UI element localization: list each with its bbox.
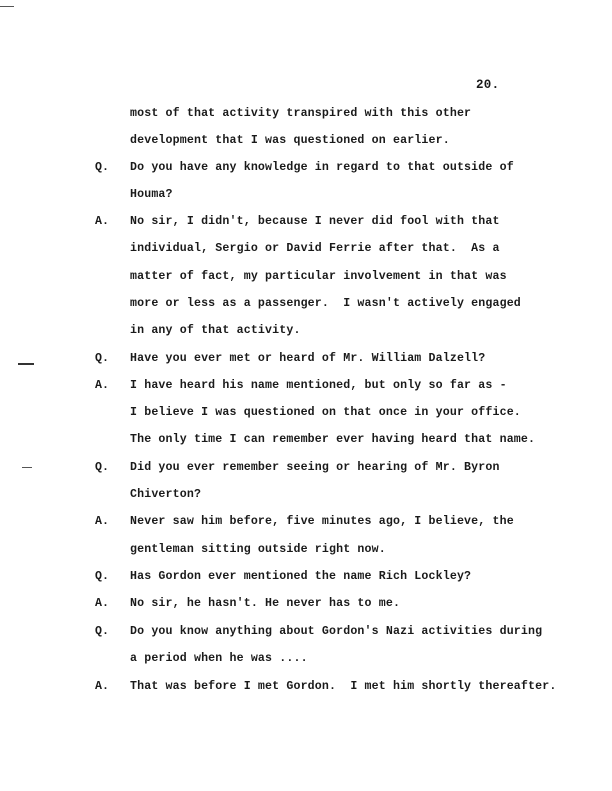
transcript-line: Do you know anything about Gordon's Nazi activities during xyxy=(130,625,543,638)
transcript-line: development that I was questioned on earlier. xyxy=(130,134,450,147)
scan-mark-left-2 xyxy=(22,467,32,468)
transcript-line: Have you ever met or heard of Mr. William Dalzell? xyxy=(130,352,486,365)
transcript-line: individual, Sergio or David Ferrie after that. As a xyxy=(130,242,500,255)
speaker-label: A. xyxy=(95,597,109,610)
transcript-line: Never saw him before, five minutes ago, I believe, the xyxy=(130,515,514,528)
speaker-label: Q. xyxy=(95,461,109,474)
speaker-label: A. xyxy=(95,515,109,528)
transcript-line: No sir, he hasn't. He never has to me. xyxy=(130,597,401,610)
speaker-label: A. xyxy=(95,379,109,392)
transcript-line: Do you have any knowledge in regard to that outside of xyxy=(130,161,514,174)
speaker-label: Q. xyxy=(95,352,109,365)
transcript-line: No sir, I didn't, because I never did fool with that xyxy=(130,215,500,228)
speaker-label: A. xyxy=(95,215,109,228)
page-number: 20. xyxy=(476,78,500,92)
transcript-line: Chiverton? xyxy=(130,488,202,501)
transcript-line: Houma? xyxy=(130,188,173,201)
scan-mark-top xyxy=(0,6,14,7)
transcript-line: more or less as a passenger. I wasn't actively engaged xyxy=(130,297,521,310)
speaker-label: Q. xyxy=(95,161,109,174)
transcript-line: Did you ever remember seeing or hearing of Mr. Byron xyxy=(130,461,500,474)
transcript-line: a period when he was .... xyxy=(130,652,308,665)
transcript-line: most of that activity transpired with this other xyxy=(130,107,472,120)
transcript-line: Has Gordon ever mentioned the name Rich Lockley? xyxy=(130,570,472,583)
transcript-line: The only time I can remember ever having heard that name. xyxy=(130,433,536,446)
transcript-line: matter of fact, my particular involvement in that was xyxy=(130,270,507,283)
transcript-line: gentleman sitting outside right now. xyxy=(130,543,386,556)
scan-mark-left xyxy=(18,363,34,365)
speaker-label: A. xyxy=(95,680,109,693)
transcript-line: That was before I met Gordon. I met him shortly thereafter. xyxy=(130,680,557,693)
speaker-label: Q. xyxy=(95,570,109,583)
transcript-line: I have heard his name mentioned, but only so far as - xyxy=(130,379,507,392)
transcript-line: in any of that activity. xyxy=(130,324,301,337)
speaker-label: Q. xyxy=(95,625,109,638)
transcript-line: I believe I was questioned on that once in your office. xyxy=(130,406,521,419)
